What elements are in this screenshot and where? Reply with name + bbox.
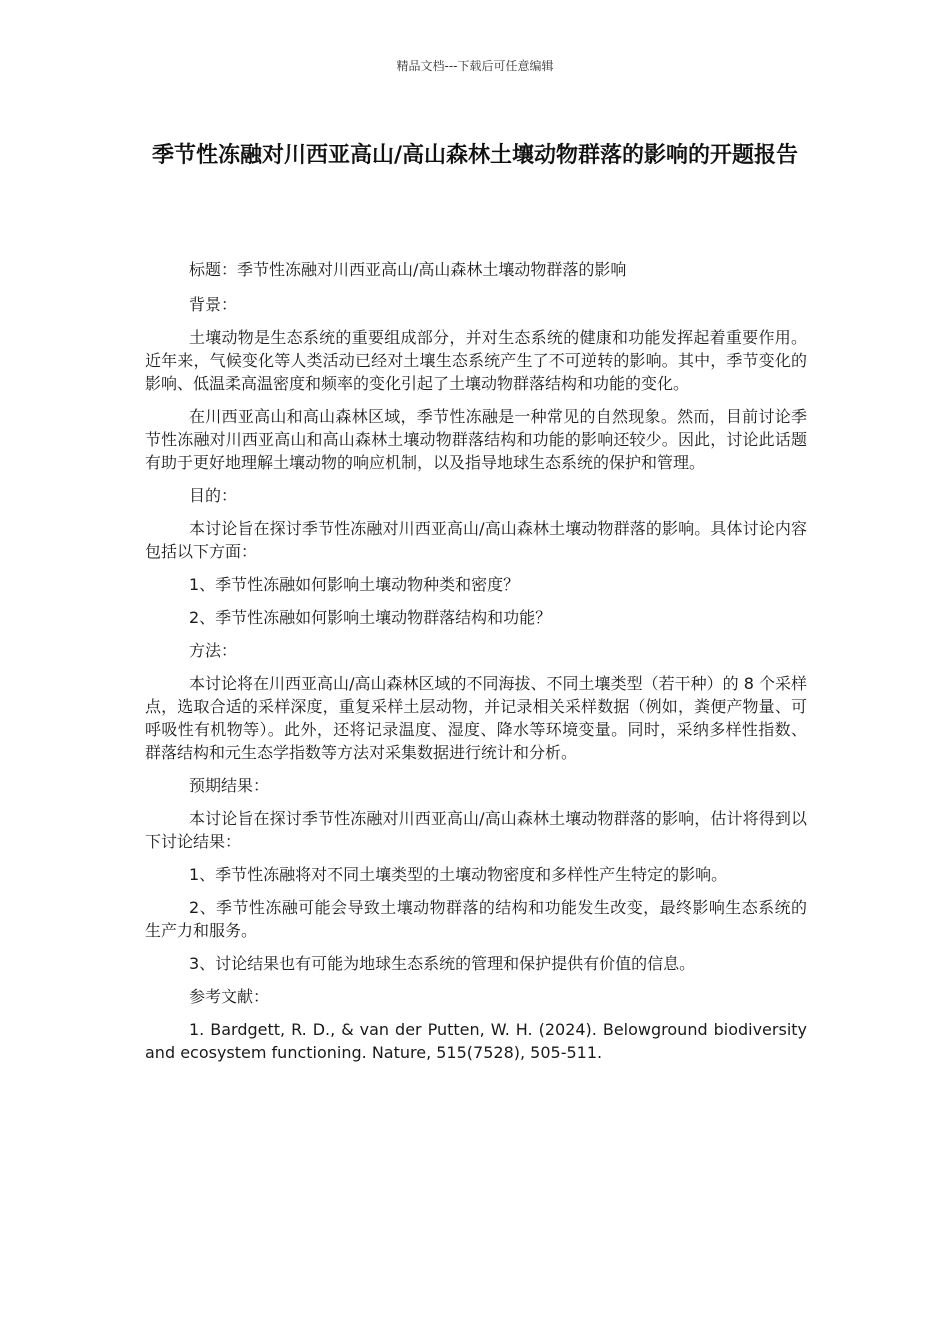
- paragraph-background-1: 土壤动物是生态系统的重要组成部分，并对生态系统的健康和功能发挥起着重要作用。近年来，气候变化等人类活动已经对土壤生态系统产生了不可逆转的影响。其中，季节变化的影响、低温柔高温密度和频率的变化引起了土壤动物群落结构和功能的变化。: [145, 328, 807, 393]
- paragraph-background-2: 在川西亚高山和高山森林区域，季节性冻融是一种常见的自然现象。然而，目前讨论季节性冻融对川西亚高山和高山森林土壤动物群落结构和功能的影响还较少。因此，讨论此话题有助于更好地理解土壤动物的响应机制，以及指导地球生态系统的保护和管理。: [145, 407, 807, 472]
- document-body: [145, 258, 807, 1074]
- section-heading-expected-results: 预期结果：: [189, 776, 270, 795]
- list-item-purpose-2: 2、季节性冻融如何影响土壤动物群落结构和功能？: [189, 608, 552, 627]
- paragraph-method: 本讨论将在川西亚高山/高山森林区域的不同海拔、不同土壤类型（若干种）的 8 个采样点，选取合适的采样深度，重复采样土层动物，并记录相关采样数据（例如，粪便产物量、可呼吸性有机物等）。此外，还将记录温度、湿度、降水等环境变量。同时，采纳多样性指数、群落结构和元生态学指数等方法对采集数据进行统计和分析。: [145, 674, 807, 762]
- section-heading-purpose: 目的：: [189, 486, 238, 505]
- section-heading-background: 背景：: [189, 295, 238, 314]
- paragraph-purpose: 本讨论旨在探讨季节性冻融对川西亚高山/高山森林土壤动物群落的影响。具体讨论内容包括以下方面：: [145, 519, 807, 561]
- paragraph-title-line: 标题：季节性冻融对川西亚高山/高山森林土壤动物群落的影响: [189, 260, 627, 279]
- list-item-result-2: 2、季节性冻融可能会导致土壤动物群落的结构和功能发生改变，最终影响生态系统的生产力和服务。: [145, 898, 807, 940]
- list-item-result-3: 3、讨论结果也有可能为地球生态系统的管理和保护提供有价值的信息。: [189, 954, 696, 973]
- document-title: 季节性冻融对川西亚高山/高山森林土壤动物群落的影响的开题报告: [151, 143, 799, 168]
- page-header-watermark: 精品文档---下载后可任意编辑: [396, 59, 554, 73]
- section-heading-references: 参考文献：: [189, 987, 270, 1006]
- section-heading-method: 方法：: [189, 641, 238, 660]
- list-item-purpose-1: 1、季节性冻融如何影响土壤动物种类和密度？: [189, 575, 520, 594]
- reference-item-1: 1. Bardgett, R. D., & van der Putten, W. H. (2024). Belowground biodiversity and ecosystem functioning. Nature, 515(7528), 505-511.: [145, 1020, 807, 1062]
- paragraph-expected-results: 本讨论旨在探讨季节性冻融对川西亚高山/高山森林土壤动物群落的影响，估计将得到以下讨论结果：: [145, 809, 807, 851]
- list-item-result-1: 1、季节性冻融将对不同土壤类型的土壤动物密度和多样性产生特定的影响。: [189, 865, 728, 884]
